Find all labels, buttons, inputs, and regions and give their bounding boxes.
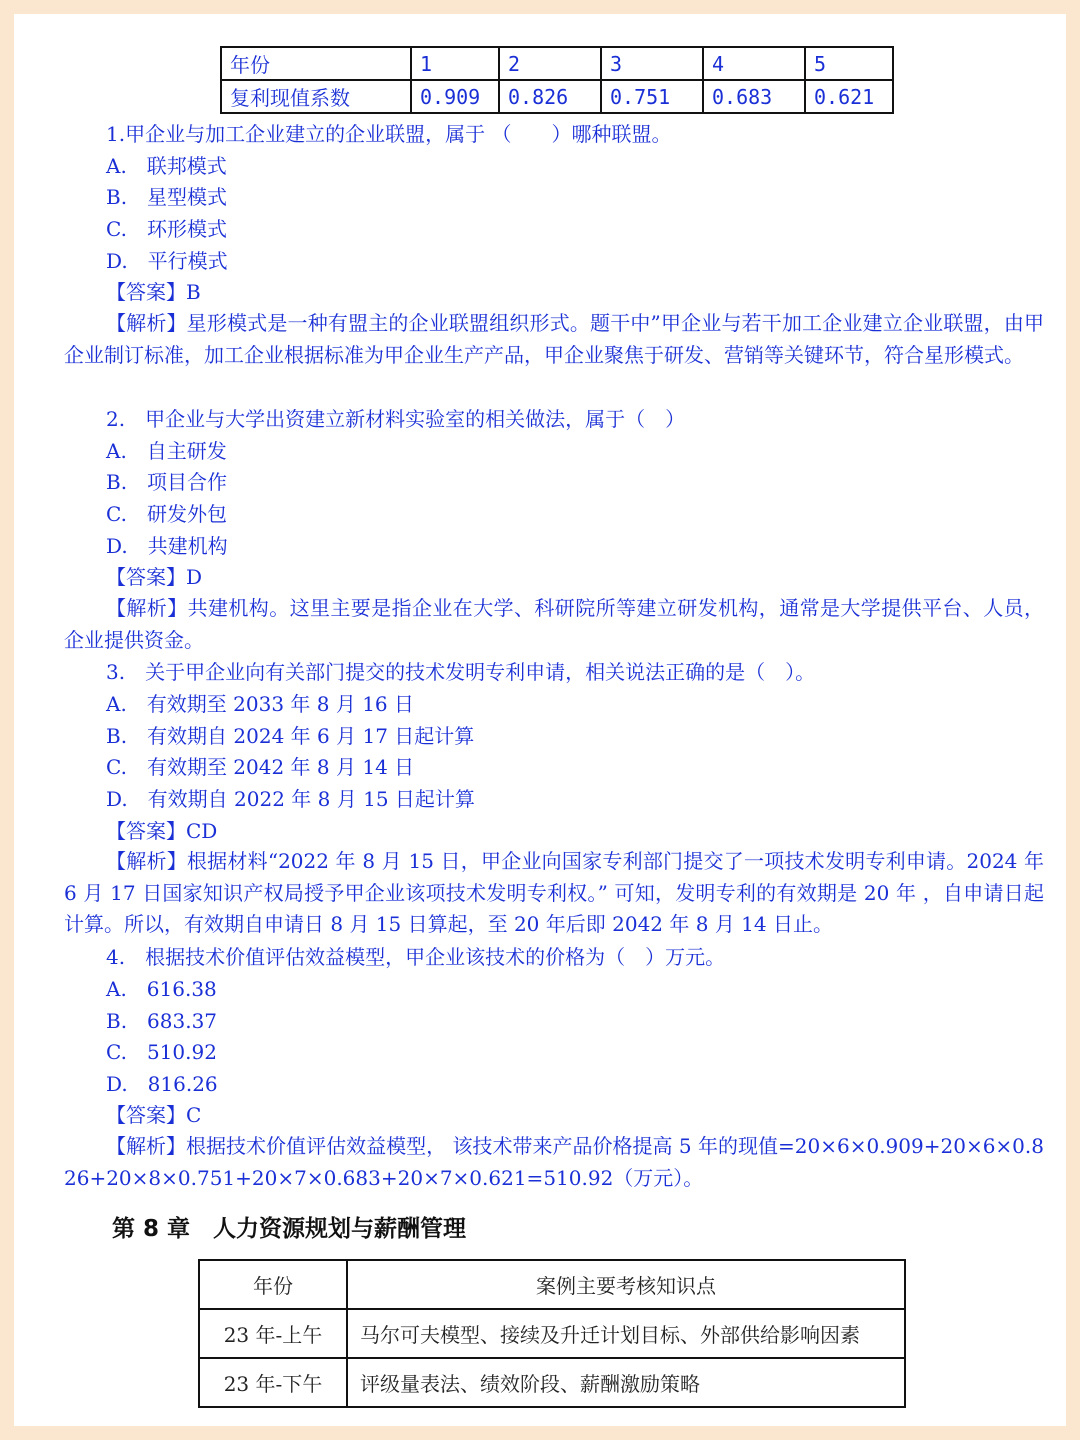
q1-option-a: A. 联邦模式 (106, 154, 227, 178)
table-cell: 1 (411, 47, 499, 80)
q4-option-a: A. 616.38 (106, 977, 217, 1001)
q4-answer: 【答案】C (106, 1103, 202, 1127)
table-cell: 0.751 (601, 80, 703, 113)
chapter-heading: 第 8 章 人力资源规划与薪酬管理 (112, 1216, 467, 1242)
column-header-topics: 案例主要考核知识点 (347, 1260, 905, 1309)
q3-option-b: B. 有效期自 2024 年 6 月 17 日起计算 (106, 724, 475, 748)
table-row (221, 47, 893, 80)
table-header-row (199, 1260, 905, 1309)
q4-analysis: 【解析】根据技术价值评估效益模型， 该技术带来产品价格提高 5 年的现值=20×6×0.909+20×6×0.826+20×8×0.751+20×7×0.683+20×7×0.621=510.92（万元）。 (64, 1134, 1044, 1190)
table-cell: 3 (601, 47, 703, 80)
question-3-stem: 3. 关于甲企业向有关部门提交的技术发明专利申请，相关说法正确的是（ ）。 (106, 660, 816, 684)
q1-analysis: 【解析】星形模式是一种有盟主的企业联盟组织形式。题干中”甲企业与若干加工企业建立企业联盟，由甲企业制订标准，加工企业根据标准为甲企业生产产品，甲企业聚焦于研发、营销等关键环节，符合星形模式。 (64, 311, 1044, 367)
table-cell: 0.909 (411, 80, 499, 113)
q4-option-c: C. 510.92 (106, 1040, 217, 1064)
question-2-stem: 2. 甲企业与大学出资建立新材料实验室的相关做法，属于（ ） (106, 407, 686, 431)
q3-option-c: C. 有效期至 2042 年 8 月 14 日 (106, 755, 415, 779)
column-header-year: 年份 (199, 1260, 347, 1309)
table-cell-year: 23 年-下午 (199, 1358, 347, 1407)
q2-option-c: C. 研发外包 (106, 502, 227, 526)
q2-option-d: D. 共建机构 (106, 534, 228, 558)
table-cell: 2 (499, 47, 601, 80)
table-cell-year: 23 年-上午 (199, 1309, 347, 1358)
q1-option-d: D. 平行模式 (106, 249, 228, 273)
q2-option-a: A. 自主研发 (106, 439, 227, 463)
table-cell: 5 (805, 47, 893, 80)
q1-answer: 【答案】B (106, 280, 201, 304)
q1-option-c: C. 环形模式 (106, 217, 227, 241)
table-cell: 0.683 (703, 80, 805, 113)
q2-analysis: 【解析】共建机构。这里主要是指企业在大学、科研院所等建立研发机构，通常是大学提供平台、人员，企业提供资金。 (64, 596, 1044, 652)
table-cell: 复利现值系数 (221, 80, 411, 113)
chapter-topics-table (198, 1259, 906, 1408)
question-1-stem: 1.甲企业与加工企业建立的企业联盟，属于 （ ）哪种联盟。 (106, 122, 672, 146)
table-cell-topics: 马尔可夫模型、接续及升迁计划目标、外部供给影响因素 (347, 1309, 905, 1358)
q2-option-b: B. 项目合作 (106, 470, 228, 494)
table-cell: 0.826 (499, 80, 601, 113)
question-4-stem: 4. 根据技术价值评估效益模型，甲企业该技术的价格为（ ）万元。 (106, 945, 726, 969)
table-cell-topics: 评级量表法、绩效阶段、薪酬激励策略 (347, 1358, 905, 1407)
q3-analysis: 【解析】根据材料“2022 年 8 月 15 日，甲企业向国家专利部门提交了一项技术发明专利申请。2024 年 6 月 17 日国家知识产权局授予甲企业该项技术发明专利权。” 可知，发明专利的有效期是 20 年 ，自申请日起计算。所以，有效期自申请日 8 月 15 日算起，至 20 年后即 2042 年 8 月 14 日止。 (64, 849, 1044, 937)
table-row (221, 80, 893, 113)
q3-answer: 【答案】CD (106, 819, 218, 843)
table-cell: 0.621 (805, 80, 893, 113)
table-row (199, 1309, 905, 1358)
table-cell: 年份 (221, 47, 411, 80)
q2-answer: 【答案】D (106, 565, 203, 589)
q3-option-d: D. 有效期自 2022 年 8 月 15 日起计算 (106, 787, 475, 811)
table-row (199, 1358, 905, 1407)
q4-option-b: B. 683.37 (106, 1009, 218, 1033)
table-cell: 4 (703, 47, 805, 80)
q1-option-b: B. 星型模式 (106, 185, 228, 209)
q3-option-a: A. 有效期至 2033 年 8 月 16 日 (106, 692, 415, 716)
document-page (14, 14, 1066, 1426)
present-value-table (220, 46, 894, 114)
q4-option-d: D. 816.26 (106, 1072, 218, 1096)
